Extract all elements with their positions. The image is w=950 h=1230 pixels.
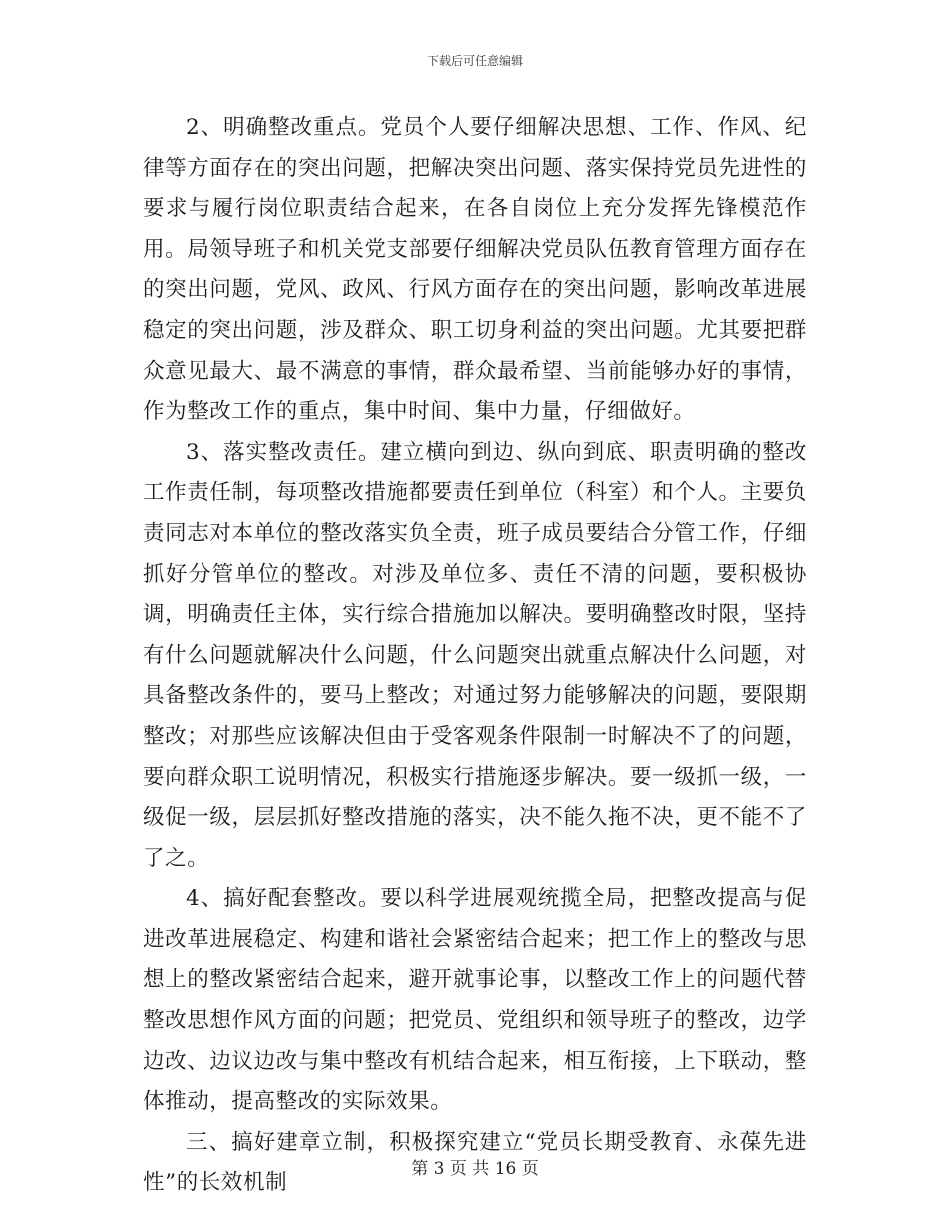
paragraph-3: 3、落实整改责任。建立横向到边、纵向到底、职责明确的整改工作责任制，每项整改措施都要责任到单位（科室）和个人。主要负责同志对本单位的整改落实负全责，班子成员要结合分管工作，仔细抓好分管单位的整改。对涉及单位多、责任不清的问题，要积极协调，明确责任主体，实行综合措施加以解决。要明确整改时限，坚持有什么问题就解决什么问题，什么问题突出就重点解决什么问题，对具备整改条件的，要马上整改；对通过努力能够解决的问题，要限期整改；对那些应该解决但由于受客观条件限制一时解决不了的问题，要向群众职工说明情况，积极实行措施逐步解决。要一级抓一级，一级促一级，层层抓好整改措施的落实，决不能久拖不决，更不能不了了之。	[143, 439, 807, 871]
paragraph-2: 2、明确整改重点。党员个人要仔细解决思想、工作、作风、纪律等方面存在的突出问题，把解决突出问题、落实保持党员先进性的要求与履行岗位职责结合起来，在各自岗位上充分发挥先锋模范作用。局领导班子和机关党支部要仔细解决党员队伍教育管理方面存在的突出问题，党风、政风、行风方面存在的突出问题，影响改革进展稳定的突出问题，涉及群众、职工切身利益的突出问题。尤其要把群众意见最大、最不满意的事情，群众最希望、当前能够办好的事情，作为整改工作的重点，集中时间、集中力量，仔细做好。	[143, 115, 807, 425]
page-header: 下载后可任意编辑	[426, 54, 523, 68]
document-body	[143, 108, 807, 1204]
paragraph-4: 4、搞好配套整改。要以科学进展观统揽全局，把整改提高与促进改革进展稳定、构建和谐社会紧密结合起来；把工作上的整改与思想上的整改紧密结合起来，避开就事论事，以整改工作上的问题代替整改思想作风方面的问题；把党员、党组织和领导班子的整改，边学边改、边议边改与集中整改有机结合起来，相互衔接，上下联动，整体推动，提高整改的实际效果。	[143, 886, 807, 1115]
page-number-footer: 第 3 页 共 16 页	[411, 1159, 539, 1179]
section-heading-3: 三、搞好建章立制，积极探究建立“党员长期受教育、永葆先进性”的长效机制	[143, 1129, 807, 1196]
